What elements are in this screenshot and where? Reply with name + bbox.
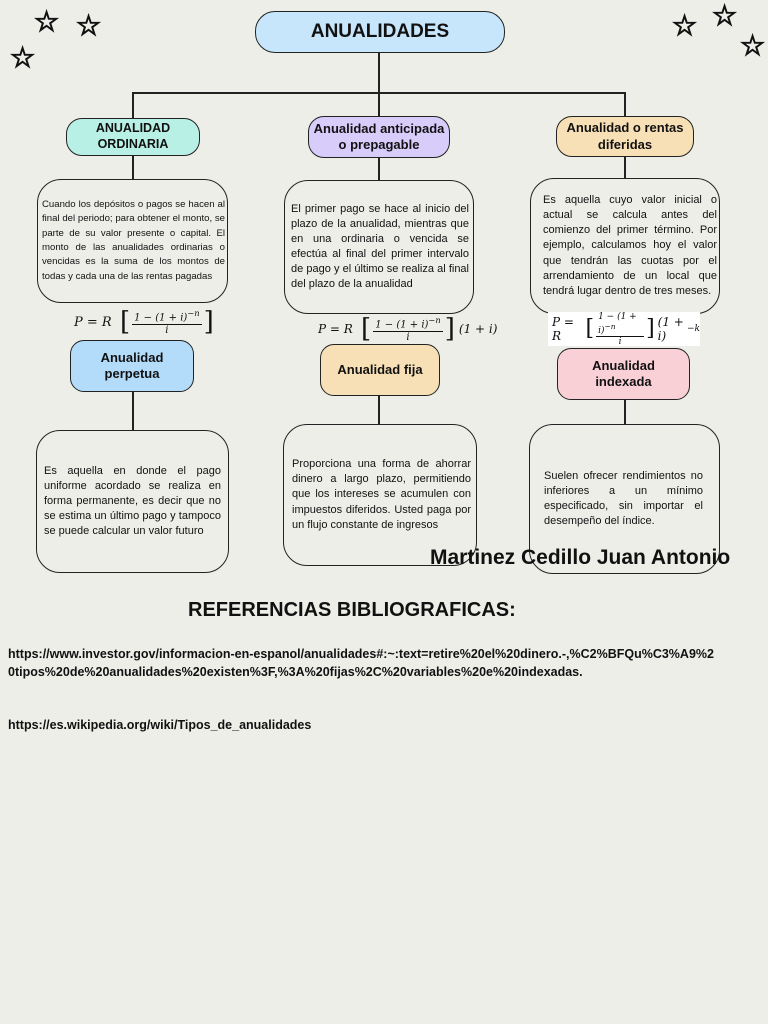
formula-factor: (1 + i) — [458, 322, 498, 336]
category-ordinaria — [66, 118, 200, 156]
description-diferidas — [530, 178, 720, 314]
formula-lhs: P = R — [552, 315, 574, 343]
formula-denominator: i — [406, 331, 410, 343]
description-fija — [283, 424, 477, 566]
formula-diferidas: P = R [ $\frac{1 - (1 + i)^{-n}}{i}$ ] (1 + i) −k — [548, 312, 700, 346]
category-diferidas — [556, 116, 694, 157]
references-heading: REFERENCIAS BIBLIOGRAFICAS: — [188, 599, 516, 621]
connector-line — [132, 392, 134, 430]
description-text: El primer pago se hace al inicio del plazo de la anualidad, mientras que en una ordinaria o vencida se efectúa al final del primer intervalo de pago y el último se realiza al final del plazo de la anualidad — [291, 202, 469, 291]
description-text: Es aquella en donde el pago uniforme acordado se realiza en forma permanente, es decir que no se estima un último pago y tampoco se puede calcular un valor futuro — [44, 464, 221, 538]
connector-line — [132, 92, 134, 120]
reference-link[interactable]: https://es.wikipedia.org/wiki/Tipos_de_anualidades — [8, 718, 312, 732]
formula-denominator: i — [618, 336, 622, 347]
connector-line — [624, 92, 626, 116]
formula-numerator: 1 − (1 + i) — [134, 312, 188, 324]
formula-numerator: 1 − (1 + i) — [375, 319, 429, 331]
star-icon: ☆ — [672, 10, 698, 41]
category-label: Anualidad anticipada o prepagable — [313, 120, 445, 152]
formula-lhs: P = R — [74, 314, 112, 330]
category-label: Anualidad o rentas diferidas — [566, 120, 684, 152]
page-title — [255, 11, 505, 53]
connector-line — [624, 400, 626, 424]
description-perpetua — [36, 430, 229, 573]
star-icon: ☆ — [712, 0, 738, 31]
formula-exponent: −n — [604, 321, 616, 331]
formula-exponent: −n — [428, 315, 441, 326]
formula-exponent: −n — [187, 308, 200, 319]
connector-line — [378, 92, 380, 116]
description-ordinaria — [37, 179, 228, 303]
subcategory-label: Anualidad fija — [337, 361, 423, 377]
subcategory-indexada — [557, 348, 690, 400]
category-label: ANUALIDAD ORDINARIA — [95, 121, 171, 151]
star-icon: ☆ — [740, 30, 766, 61]
description-anticipada — [284, 180, 474, 314]
page-title-text: ANUALIDADES — [310, 21, 450, 43]
formula-numerator: 1 − (1 + i) — [598, 311, 637, 336]
formula-anticipada: P = R [ $\frac{1 - (1 + i)^{-n}}{i}$ ] (1 + i) — [318, 314, 498, 344]
subcategory-label: Anualidad perpetua — [100, 349, 164, 381]
description-text: Proporciona una forma de ahorrar dinero a largo plazo, permitiendo que los intereses se acumulen con impuestos diferidos. Usted paga por un flujo constante de ingresos — [292, 458, 471, 531]
connector-line — [378, 158, 380, 180]
formula-factor: (1 + i) — [657, 315, 684, 343]
formula-ordinaria: P = R [ $\frac{1 - (1 + i)^{-n}}{i}$ ] — [74, 307, 214, 337]
description-text: Suelen ofrecer rendimientos no inferiores a un mínimo especificado, sin importar el desempeño del índice. — [544, 469, 703, 528]
category-anticipada — [308, 116, 450, 158]
formula-denominator: i — [165, 324, 169, 336]
star-icon: ☆ — [10, 42, 36, 73]
connector-line — [624, 157, 626, 179]
connector-line — [378, 52, 380, 92]
author-name: Martinez Cedillo Juan Antonio — [430, 546, 731, 569]
connector-line — [378, 396, 380, 424]
star-icon: ☆ — [76, 10, 102, 41]
subcategory-perpetua — [70, 340, 194, 392]
description-text: Es aquella cuyo valor inicial o actual se calcula antes del comienzo del primer término. Por ejemplo, calculamos hoy el valor que tendrán las cuotas por el arrendamiento de un local que tendrá lugar dentro de tres meses. — [543, 194, 717, 297]
description-text: Cuando los depósitos o pagos se hacen al final del periodo; para obtener el monto, se parte de su valor presente o capital. El monto de las anualidades ordinarias o vencidas es la suma de los montos de todas y cada una de las rentas pagadas — [42, 198, 225, 282]
reference-link[interactable]: https://www.investor.gov/informacion-en-espanol/anualidades#:~:text=retire%20el%20dinero.-,%C2%BFQu%C3%A9%20tipos%20de%20anualidades%20existen%3F,%3A%20fijas%2C%20variables%20e%20indexadas. — [8, 647, 714, 680]
formula-exponent-k: −k — [687, 324, 700, 334]
star-icon: ☆ — [34, 6, 60, 37]
formula-lhs: P = R — [318, 322, 353, 336]
subcategory-fija — [320, 344, 440, 396]
subcategory-label: Anualidad indexada — [592, 357, 655, 389]
connector-line — [132, 155, 134, 179]
